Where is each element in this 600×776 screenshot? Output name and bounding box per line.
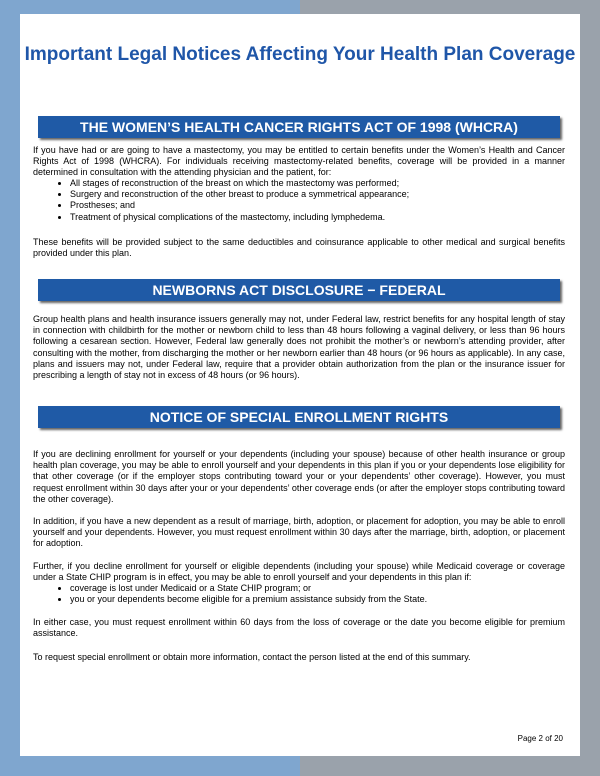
list-item: • you or your dependents become eligible for a premium assistance subsidy from the State. xyxy=(70,594,570,605)
frame-bottom-left xyxy=(0,756,300,776)
special-paragraph-4: In either case, you must request enrollment within 60 days from the loss of coverage or the date you become eligible for premium assistance. xyxy=(33,617,565,639)
frame-left xyxy=(0,0,20,776)
list-item: • All stages of reconstruction of the breast on which the mastectomy was performed; xyxy=(70,178,570,189)
special-enrollment-heading: NOTICE OF SPECIAL ENROLLMENT RIGHTS xyxy=(38,406,560,428)
whcra-paragraph-1: If you have had or are going to have a mastectomy, you may be entitled to certain benefits under the Women’s Health and Cancer Rights Act of 1998 (WHCRA). For individuals receiving mastectomy-related benefits, coverage will be provided in a manner determined in consultation with the attending physician and the patient, for: xyxy=(33,145,565,178)
special-bullet-list xyxy=(52,583,570,605)
newborns-heading: NEWBORNS ACT DISCLOSURE − FEDERAL xyxy=(38,279,560,301)
frame-right xyxy=(580,0,600,776)
newborns-paragraph: Group health plans and health insurance issuers generally may not, under Federal law, restrict benefits for any hospital length of stay in connection with childbirth for the mother or newborn child to less than 48 hours following a vaginal delivery, or less than 96 hours following a cesarean section. However, Federal law generally does not prohibit the mother’s or newborn’s attending provider, after consulting with the mother, from discharging the mother or her newborn earlier than 48 hours (or 96 hours as applicable). In any case, plans and issuers may not, under Federal law, require that a provider obtain authorization from the plan or the insurance issuer for prescribing a length of stay not in excess of 48 hours (or 96 hours). xyxy=(33,314,565,381)
list-item: • Treatment of physical complications of the mastectomy, including lymphedema. xyxy=(70,212,570,223)
whcra-bullet-list xyxy=(52,178,570,223)
frame-bottom-right xyxy=(300,756,600,776)
whcra-heading: THE WOMEN’S HEALTH CANCER RIGHTS ACT OF 1998 (WHCRA) xyxy=(38,116,560,138)
page-number: Page 2 of 20 xyxy=(517,734,563,743)
list-item: • coverage is lost under Medicaid or a State CHIP program; or xyxy=(70,583,570,594)
whcra-paragraph-2: These benefits will be provided subject to the same deductibles and coinsurance applicable to other medical and surgical benefits provided under this plan. xyxy=(33,237,565,259)
special-paragraph-5: To request special enrollment or obtain more information, contact the person listed at the end of this summary. xyxy=(33,652,471,662)
list-item: • Prostheses; and xyxy=(70,200,570,211)
list-item: • Surgery and reconstruction of the other breast to produce a symmetrical appearance; xyxy=(70,189,570,200)
page-title: Important Legal Notices Affecting Your Health Plan Coverage xyxy=(24,44,576,65)
special-paragraph-2: In addition, if you have a new dependent as a result of marriage, birth, adoption, or placement for adoption, you may be able to enroll yourself and your dependents. However, you must request enrollment within 30 days after the marriage, birth, adoption, or placement for adoption. xyxy=(33,516,565,549)
frame-top-left xyxy=(0,0,300,14)
frame-top-right xyxy=(300,0,600,14)
special-paragraph-3: Further, if you decline enrollment for yourself or eligible dependents (including your spouse) while Medicaid coverage or coverage under a State CHIP program is in effect, you may be able to enroll yourself and your dependents in this plan if: xyxy=(33,561,565,583)
special-paragraph-1: If you are declining enrollment for yourself or your dependents (including your spouse) because of other health insurance or group health plan coverage, you may be able to enroll yourself and your dependents in this plan if you or your dependents lose eligibility for that other coverage (or if the employer stops contributing toward your or your dependents’ other coverage). However, you must request enrollment within 30 days after your or your dependents’ other coverage ends (or after the employer stops contributing toward the other coverage). xyxy=(33,449,565,504)
